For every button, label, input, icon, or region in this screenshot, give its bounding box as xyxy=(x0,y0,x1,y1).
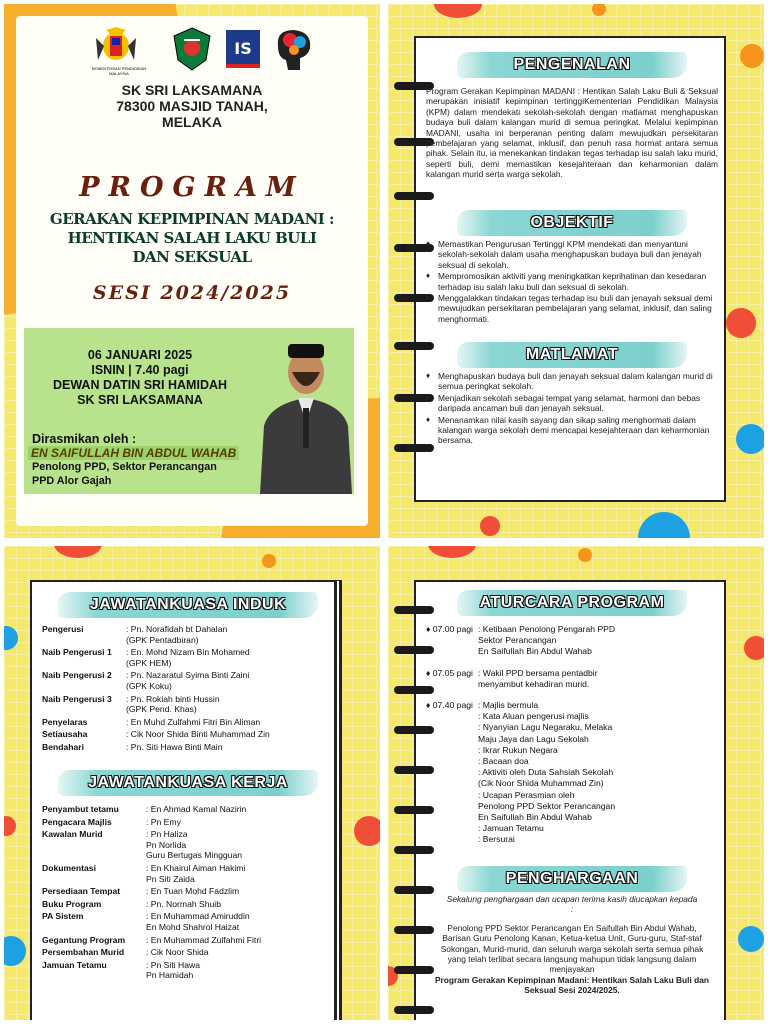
committee-role: Naib Pengerusi 3 xyxy=(42,693,112,704)
committee-member: : En Muhammad Zulfahmi Fitri xyxy=(146,934,262,945)
title-line-1: GERAKAN KEPIMPINAN MADANI : xyxy=(49,210,335,228)
agenda-time xyxy=(426,668,478,690)
committee-row xyxy=(42,960,334,981)
committee-row xyxy=(42,863,334,884)
agenda-section xyxy=(426,590,718,856)
ministry-name: KEMENTERIAN PENDIDIKAN MALAYSIA xyxy=(91,66,147,76)
deco-dot xyxy=(740,44,764,68)
committee-role: Kawalan Murid xyxy=(42,829,103,840)
committee-role: Jamuan Tetamu xyxy=(42,959,107,970)
goals-section xyxy=(426,342,718,447)
committee-row xyxy=(42,899,334,910)
work-committee-heading: JAWATANKUASA KERJA xyxy=(58,770,318,796)
deco-dot xyxy=(4,626,18,650)
title-line-3: DAN SEKSUAL xyxy=(132,248,252,266)
deco-dot xyxy=(638,512,690,538)
main-committee-table xyxy=(42,624,334,753)
agenda-time xyxy=(426,624,478,658)
committee-member: : En. Mohd Nizam Bin Mohamed (GPK HEM) xyxy=(126,647,250,668)
spiral-ring-icon xyxy=(394,192,434,200)
school-name: SK SRI LAKSAMANA xyxy=(121,82,263,98)
committee-row xyxy=(42,624,334,645)
deco-dot xyxy=(592,4,606,16)
deco-dot xyxy=(262,554,276,568)
official-name: EN SAIFULLAH BIN ABDUL WAHAB xyxy=(28,446,239,460)
spiral-ring-icon xyxy=(394,1006,434,1014)
committee-member: : En Ahmad Kamal Nazirin xyxy=(146,804,247,814)
objectives-list xyxy=(426,239,718,324)
objective-item: ♦ Memastikan Pengurusan Tertinggi KPM mendekati dan menyantuni sekolah-sekolah dalam usaha menghapuskan budaya buli dan jenayah seksual di sekolah. xyxy=(426,239,718,270)
cover-panel xyxy=(4,4,380,538)
committee-role: Naib Pengerusi 1 xyxy=(42,647,112,658)
madani-brain-icon xyxy=(270,26,314,79)
thanks-body: Penolong PPD Sektor Perancangan En Saifullah Bin Abdul Wahab, Barisan Guru Penolong Kanan, Ketua-ketua Unit, Guru-guru, Staf-staf Sokongan, Murid-murid, dan seluruh warga sekolah serta semua pihak yang telah terlibat secara langsung mahupun tidak langsung dalam menjayakan xyxy=(440,922,704,975)
committee-row xyxy=(42,647,334,668)
event-venue: DEWAN DATIN SRI HAMIDAH xyxy=(52,378,228,392)
deco-dot xyxy=(744,636,764,660)
committee-row xyxy=(42,670,334,691)
committee-row xyxy=(42,935,334,946)
official-role: Penolong PPD, Sektor Perancangan xyxy=(32,461,217,473)
committee-member: : En Tuan Mohd Fadzlim xyxy=(146,886,240,897)
diamond-bullet-icon: ♦ xyxy=(426,700,433,711)
agenda-heading: ATURCARA PROGRAM xyxy=(457,590,687,616)
official-photo xyxy=(258,332,354,494)
thanks-closing: Program Gerakan Kepimpinan Madani: Hentikan Salah Laku Buli dan Seksual Sesi 2024/2025. xyxy=(434,974,710,996)
committee-panel xyxy=(4,546,380,1020)
committee-member: : Pn Haliza Pn Norlida Guru Bertugas Mingguan xyxy=(146,829,243,861)
agenda-table xyxy=(426,624,718,846)
event-time: ISNIN | 7.40 pagi xyxy=(91,363,189,377)
diamond-bullet-icon: ♦ xyxy=(426,624,433,634)
notebook-page xyxy=(414,36,726,502)
committee-member: : Cik Noor Shida xyxy=(146,947,209,958)
committee-row xyxy=(42,817,334,828)
event-date: 06 JANUARI 2025 xyxy=(87,348,193,362)
committee-row xyxy=(42,742,334,753)
committee-role: Setiausaha xyxy=(42,729,88,740)
committee-member: : En Khairul Aiman Hakimi Pn Siti Zaida xyxy=(146,862,246,884)
agenda-time-text: 07.40 pagi xyxy=(432,700,473,711)
committee-member: : En Muhd Zulfahmi Fitri Bin Aliman xyxy=(126,716,261,727)
school-state: MELAKA xyxy=(162,114,222,130)
objective-item: ♦ Menggalakkan tindakan tegas terhadap isu buli dan jenayah seksual demi mewujudkan persekitaran pembelajaran yang selamat, inklusif, dan saling menghormati. xyxy=(426,293,718,324)
deco-dot xyxy=(54,546,102,558)
committee-role: Naib Pengerusi 2 xyxy=(42,670,112,681)
officiated-label: Dirasmikan oleh : xyxy=(32,432,137,446)
program-word: PROGRAM xyxy=(79,172,305,203)
intro-heading: PENGENALAN xyxy=(457,52,687,78)
committee-role: Penyambut tetamu xyxy=(42,804,119,814)
committee-member: : Pn. Normah Shuib xyxy=(146,898,221,909)
committee-row xyxy=(42,804,334,815)
agenda-time-text: 07.05 pagi xyxy=(432,667,473,678)
event-venue-school: SK SRI LAKSAMANA xyxy=(77,393,203,407)
school-address: 78300 MASJID TANAH, xyxy=(116,98,268,114)
goals-list xyxy=(426,371,718,446)
goal-item: ♦ Menghapuskan budaya buli dan jenayah seksual dalam kalangan murid di semua peringkat sekolah. xyxy=(426,371,718,392)
deco-dot xyxy=(578,548,592,562)
objective-item: ♦ Mempromosikan aktiviti yang meningkatkan keprihatinan dan kesedaran terhadap isu salah laku buli dan seksual di sekolah. xyxy=(426,271,718,292)
thanks-section xyxy=(426,866,718,996)
committee-member: : Pn. Norafidah bt Dahalan (GPK Pentadbiran) xyxy=(126,624,228,645)
committee-role: Gegantung Program xyxy=(42,934,126,945)
agenda-item xyxy=(426,668,718,690)
goals-heading: MATLAMAT xyxy=(457,342,687,368)
deco-dot xyxy=(4,816,16,836)
intro-text: Program Gerakan Kepimpinan MADANI : Hentikan Salah Laku Buli & Seksual merupakan inisiatif kepimpinan tertinggiKementerian Pendidikan Malaysia (KPM) dalam mendekati sekolah-sekolah dengan matlamat menghapuskan budaya buli dalam kalangan murid di semua peringkat. Melalui kepimpinan MADANI, usaha ini berperanan penting dalam mewujudkan persekitaran pembelajaran yang selamat, inklusif, dan penuh rasa hormat antara semua pihak. Selain itu, ia menekankan tindakan tegas terhadap isu salah laku murid, seperti buli, demi memastikan kesejahteraan dan keharmonian dalam kalangan murid serta warga sekolah. xyxy=(426,86,718,180)
committee-row xyxy=(42,829,334,861)
committee-member: : Pn. Nazaratul Syima Binti Zaini (GPK Koku) xyxy=(126,670,250,691)
agenda-activity: : Ketibaan Penolong Pengarah PPD Sektor Perancangan En Saifullah Bin Abdul Wahab xyxy=(478,624,616,657)
district-logo-icon xyxy=(224,28,262,75)
committee-role: PA Sistem xyxy=(42,911,84,922)
title-line-2: HENTIKAN SALAH LAKU BULI xyxy=(67,229,317,247)
committee-member: : Pn Siti Hawa Pn Hamidah xyxy=(146,959,200,981)
committee-member: : Cik Noor Shida Binti Muhammad Zin xyxy=(126,729,270,740)
notebook-page xyxy=(414,580,726,1020)
deco-dot xyxy=(726,308,756,338)
committee-role: Pengacara Majlis xyxy=(42,816,112,827)
agenda-panel xyxy=(388,546,764,1020)
session-label: SESI 2024/2025 xyxy=(92,282,292,304)
committee-role: Bendahari xyxy=(42,741,85,752)
ministry-crest-icon xyxy=(92,26,140,71)
svg-text:IS: IS xyxy=(234,39,252,58)
committee-member: : Pn. Siti Hawa Binti Main xyxy=(126,741,223,752)
committee-role: Pengerusi xyxy=(42,624,84,634)
main-committee-heading: JAWATANKUASA INDUK xyxy=(58,592,318,618)
event-info-box xyxy=(24,328,354,494)
thanks-intro: Sekalung penghargaan dan ucapan terima kasih diucapkan kepada : xyxy=(446,894,698,915)
thanks-heading: PENGHARGAAN xyxy=(457,866,687,892)
deco-dot xyxy=(354,816,380,846)
agenda-activity: : Wakil PPD bersama pentadbir menyambut kehadiran murid. xyxy=(478,667,598,689)
intro-section xyxy=(426,52,718,180)
intro-panel xyxy=(388,4,764,538)
committee-member: : Pn Emy xyxy=(146,816,181,827)
main-committee-section xyxy=(42,592,334,755)
school-block xyxy=(24,82,360,130)
deco-dot xyxy=(4,936,26,966)
work-committee-table xyxy=(42,804,334,981)
notebook-page xyxy=(30,580,342,1020)
agenda-activity: : Majlis bermula : Kata Aluan pengerusi majlis : Nyanyian Lagu Negaraku, Melaka Maju Jaya dan Lagu Sekolah : Ikrar Rukun Negara : Bacaan doa : Aktiviti oleh Duta Sahsiah Sekolah (Cik Noor Shida Muhammad Zin) : Ucapan Perasmian oleh Penolong PPD Sektor Perancangan En Saifullah Bin Abdul Wahab : Jamuan Tetamu : Bersurai xyxy=(478,700,616,845)
committee-row xyxy=(42,911,334,932)
goal-item: ♦ Menjadikan sekolah sebagai tempat yang selamat, harmoni dan bebas daripada ancaman buli dan jenayah seksual. xyxy=(426,393,718,414)
agenda-item xyxy=(426,624,718,658)
agenda-time xyxy=(426,700,478,846)
event-details xyxy=(24,348,256,408)
committee-role: Penyelaras xyxy=(42,716,88,727)
committee-role: Persediaan Tempat xyxy=(42,886,121,897)
goal-item: ♦ Menanamkan nilai kasih sayang dan sikap saling menghormati dalam kalangan warga sekolah demi mencapai kesejahteraan dan keharmonian bersama. xyxy=(426,415,718,446)
objectives-section xyxy=(426,210,718,325)
deco-dot xyxy=(428,546,476,558)
deco-dot xyxy=(480,516,500,536)
program-title xyxy=(18,210,366,267)
committee-role: Buku Program xyxy=(42,898,102,909)
committee-row xyxy=(42,886,334,897)
agenda-item xyxy=(426,700,718,846)
official-office: PPD Alor Gajah xyxy=(32,475,112,487)
diamond-bullet-icon: ♦ xyxy=(426,667,433,678)
work-committee-section xyxy=(42,770,334,983)
committee-member: : En Muhammad Amiruddin En Mohd Shahrol Haizat xyxy=(146,911,250,932)
school-badge-icon xyxy=(172,26,212,77)
deco-dot xyxy=(738,926,764,952)
deco-dot xyxy=(434,4,482,18)
committee-row xyxy=(42,729,334,740)
committee-row xyxy=(42,947,334,958)
objectives-heading: OBJEKTIF xyxy=(457,210,687,236)
agenda-time-text: 07.00 pagi xyxy=(432,624,473,634)
committee-member: : Pn. Rokiah binti Hussin (GPK Pend. Khas) xyxy=(126,693,220,715)
deco-dot xyxy=(736,424,764,454)
committee-row xyxy=(42,717,334,728)
committee-role: Persembahan Murid xyxy=(42,947,125,958)
logo-row xyxy=(84,26,314,78)
committee-role: Dokumentasi xyxy=(42,862,96,873)
committee-row xyxy=(42,694,334,715)
